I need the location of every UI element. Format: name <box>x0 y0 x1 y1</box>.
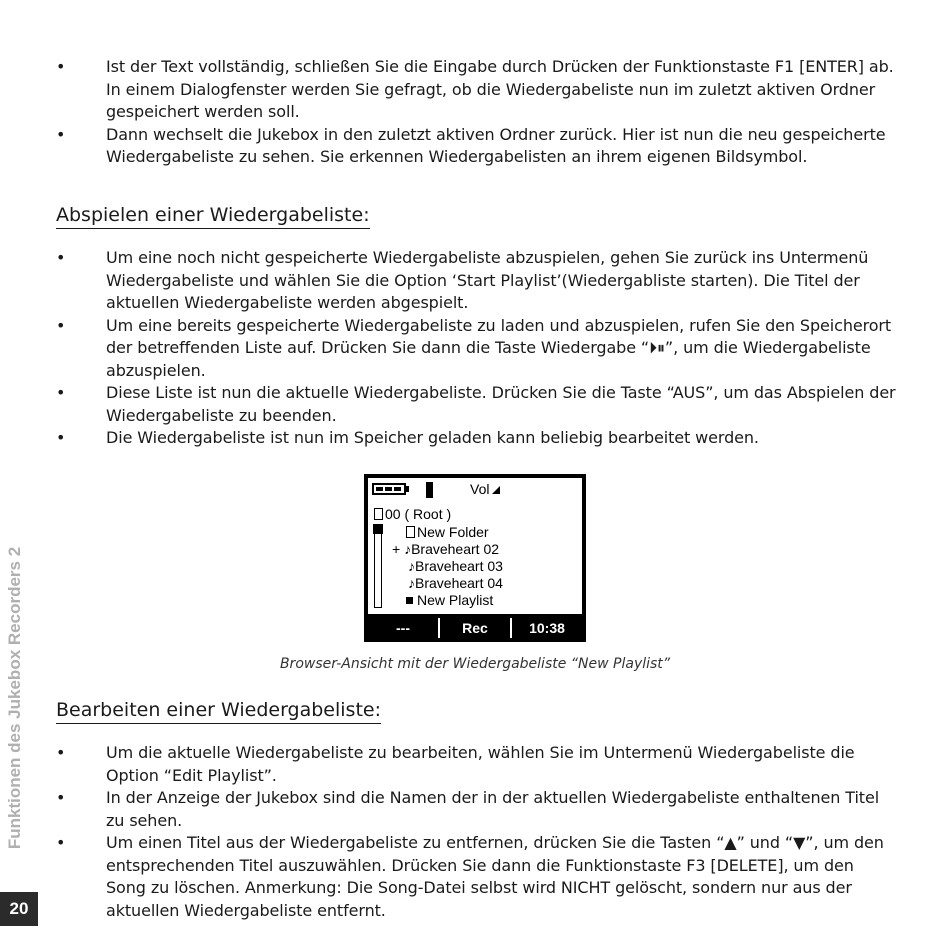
list-item: New Folder <box>406 524 489 541</box>
list-item: • Dann wechselt die Jukebox in den zuletzt aktiven Ordner zurück. Hier ist nun die neu gespeicherte Wiedergabeliste zu sehen. Sie erkennen Wiedergabelisten an ihrem eigenen Bildsymbol. <box>56 124 886 166</box>
list-item: • Ist der Text vollständig, schließen Sie die Eingabe durch Drücken der Funktionstaste F1 [ENTER] ab. In einem Dialogfenster werden Sie gefragt, ob die Wiedergabeliste nun im zuletzt aktiven Ordner gespeichert werden soll. <box>56 57 894 121</box>
root-folder-row: 00 ( Root ) <box>374 506 451 523</box>
volume-indicator: Vol <box>470 481 500 497</box>
bullet-icon: • <box>56 743 66 762</box>
music-note-icon: ♪ <box>408 558 415 574</box>
bullet-icon: • <box>56 57 66 76</box>
list-item: • Um eine bereits gespeicherte Wiedergabeliste zu laden und abzuspielen, rufen Sie den Speicherort der betreffenden Liste auf. Drücken Sie dann die Taste Wiedergabe “⏵⏸”, um die Wiedergabeliste abzuspielen. <box>56 315 892 380</box>
softkey-f2: Rec <box>440 618 510 638</box>
section-heading-edit: Bearbeiten einer Wiedergabeliste: <box>56 698 381 724</box>
figure-caption: Browser-Ansicht mit der Wiedergabeliste “New Playlist” <box>279 656 671 672</box>
intro-bullet-list <box>56 56 898 169</box>
list-item: • Um einen Titel aus der Wiedergabeliste zu entfernen, drücken Sie die Tasten “▲” und “▼”, um den entsprechenden Titel auszuwählen. Drücken Sie dann die Funktionstaste F3 [DELETE], um den Song zu löschen. Anmerkung: Die Song-Datei selbst wird NICHT gelöscht, sondern nur aus der aktuellen Wiedergabeliste entfernt. <box>56 833 884 920</box>
list-item: ♪Braveheart 03 <box>408 558 503 574</box>
scrollbar-thumb <box>373 524 383 534</box>
battery-tip-icon <box>406 486 409 492</box>
softkey-bar <box>368 618 582 638</box>
bullet-icon: • <box>56 833 66 852</box>
list-item: • Diese Liste ist nun die aktuelle Wiedergabeliste. Drücken Sie die Taste “AUS”, um das Abspielen der Wiedergabeliste zu beenden. <box>56 383 896 425</box>
chapter-sidebar <box>0 510 30 886</box>
page-number: 20 <box>0 892 38 926</box>
list-item: • In der Anzeige der Jukebox sind die Namen der in der aktuellen Wiedergabeliste enthaltenen Titel zu sehen. <box>56 788 880 830</box>
bullet-icon: • <box>56 248 66 267</box>
signal-icon <box>426 482 433 498</box>
jukebox-screen-figure <box>364 474 586 642</box>
music-note-icon: ♪ <box>408 575 415 591</box>
playlist-icon <box>406 597 413 604</box>
softkey-f3-clock: 10:38 <box>512 618 582 638</box>
device-display <box>368 478 582 614</box>
chapter-title: Funktionen des Jukebox Recorders 2 <box>5 546 24 850</box>
list-item: + ♪Braveheart 02 <box>392 541 500 557</box>
play-bullet-list <box>56 247 898 450</box>
bullet-icon: • <box>56 383 66 402</box>
section-heading-play: Abspielen einer Wiedergabeliste: <box>56 203 370 229</box>
music-note-icon: ♪ <box>404 541 412 557</box>
bullet-icon: • <box>56 315 66 335</box>
bullet-icon: • <box>56 428 66 447</box>
edit-bullet-list <box>56 742 898 922</box>
folder-icon <box>374 508 383 520</box>
list-item: • Die Wiedergabeliste ist nun im Speicher geladen kann beliebig bearbeitet werden. <box>56 427 898 450</box>
softkey-f1: --- <box>368 618 438 638</box>
battery-icon <box>372 483 406 495</box>
scrollbar-track <box>374 526 382 608</box>
list-item: • Um eine noch nicht gespeicherte Wiedergabeliste abzuspielen, gehen Sie zurück ins Untermenü Wiedergabeliste und wählen Sie die Option ‘Start Playlist’(Wiedergabliste starten). Die Titel der aktuellen Wiedergabeliste werden abgespielt. <box>56 248 869 312</box>
list-item: ♪Braveheart 04 <box>408 575 503 591</box>
list-item: New Playlist <box>406 592 493 609</box>
bullet-icon: • <box>56 124 66 144</box>
folder-icon <box>406 526 415 538</box>
bullet-icon: • <box>56 788 66 807</box>
volume-icon <box>492 486 500 494</box>
list-item: • Um die aktuelle Wiedergabeliste zu bearbeiten, wählen Sie im Untermenü Wiedergabeliste die Option “Edit Playlist”. <box>56 743 855 785</box>
